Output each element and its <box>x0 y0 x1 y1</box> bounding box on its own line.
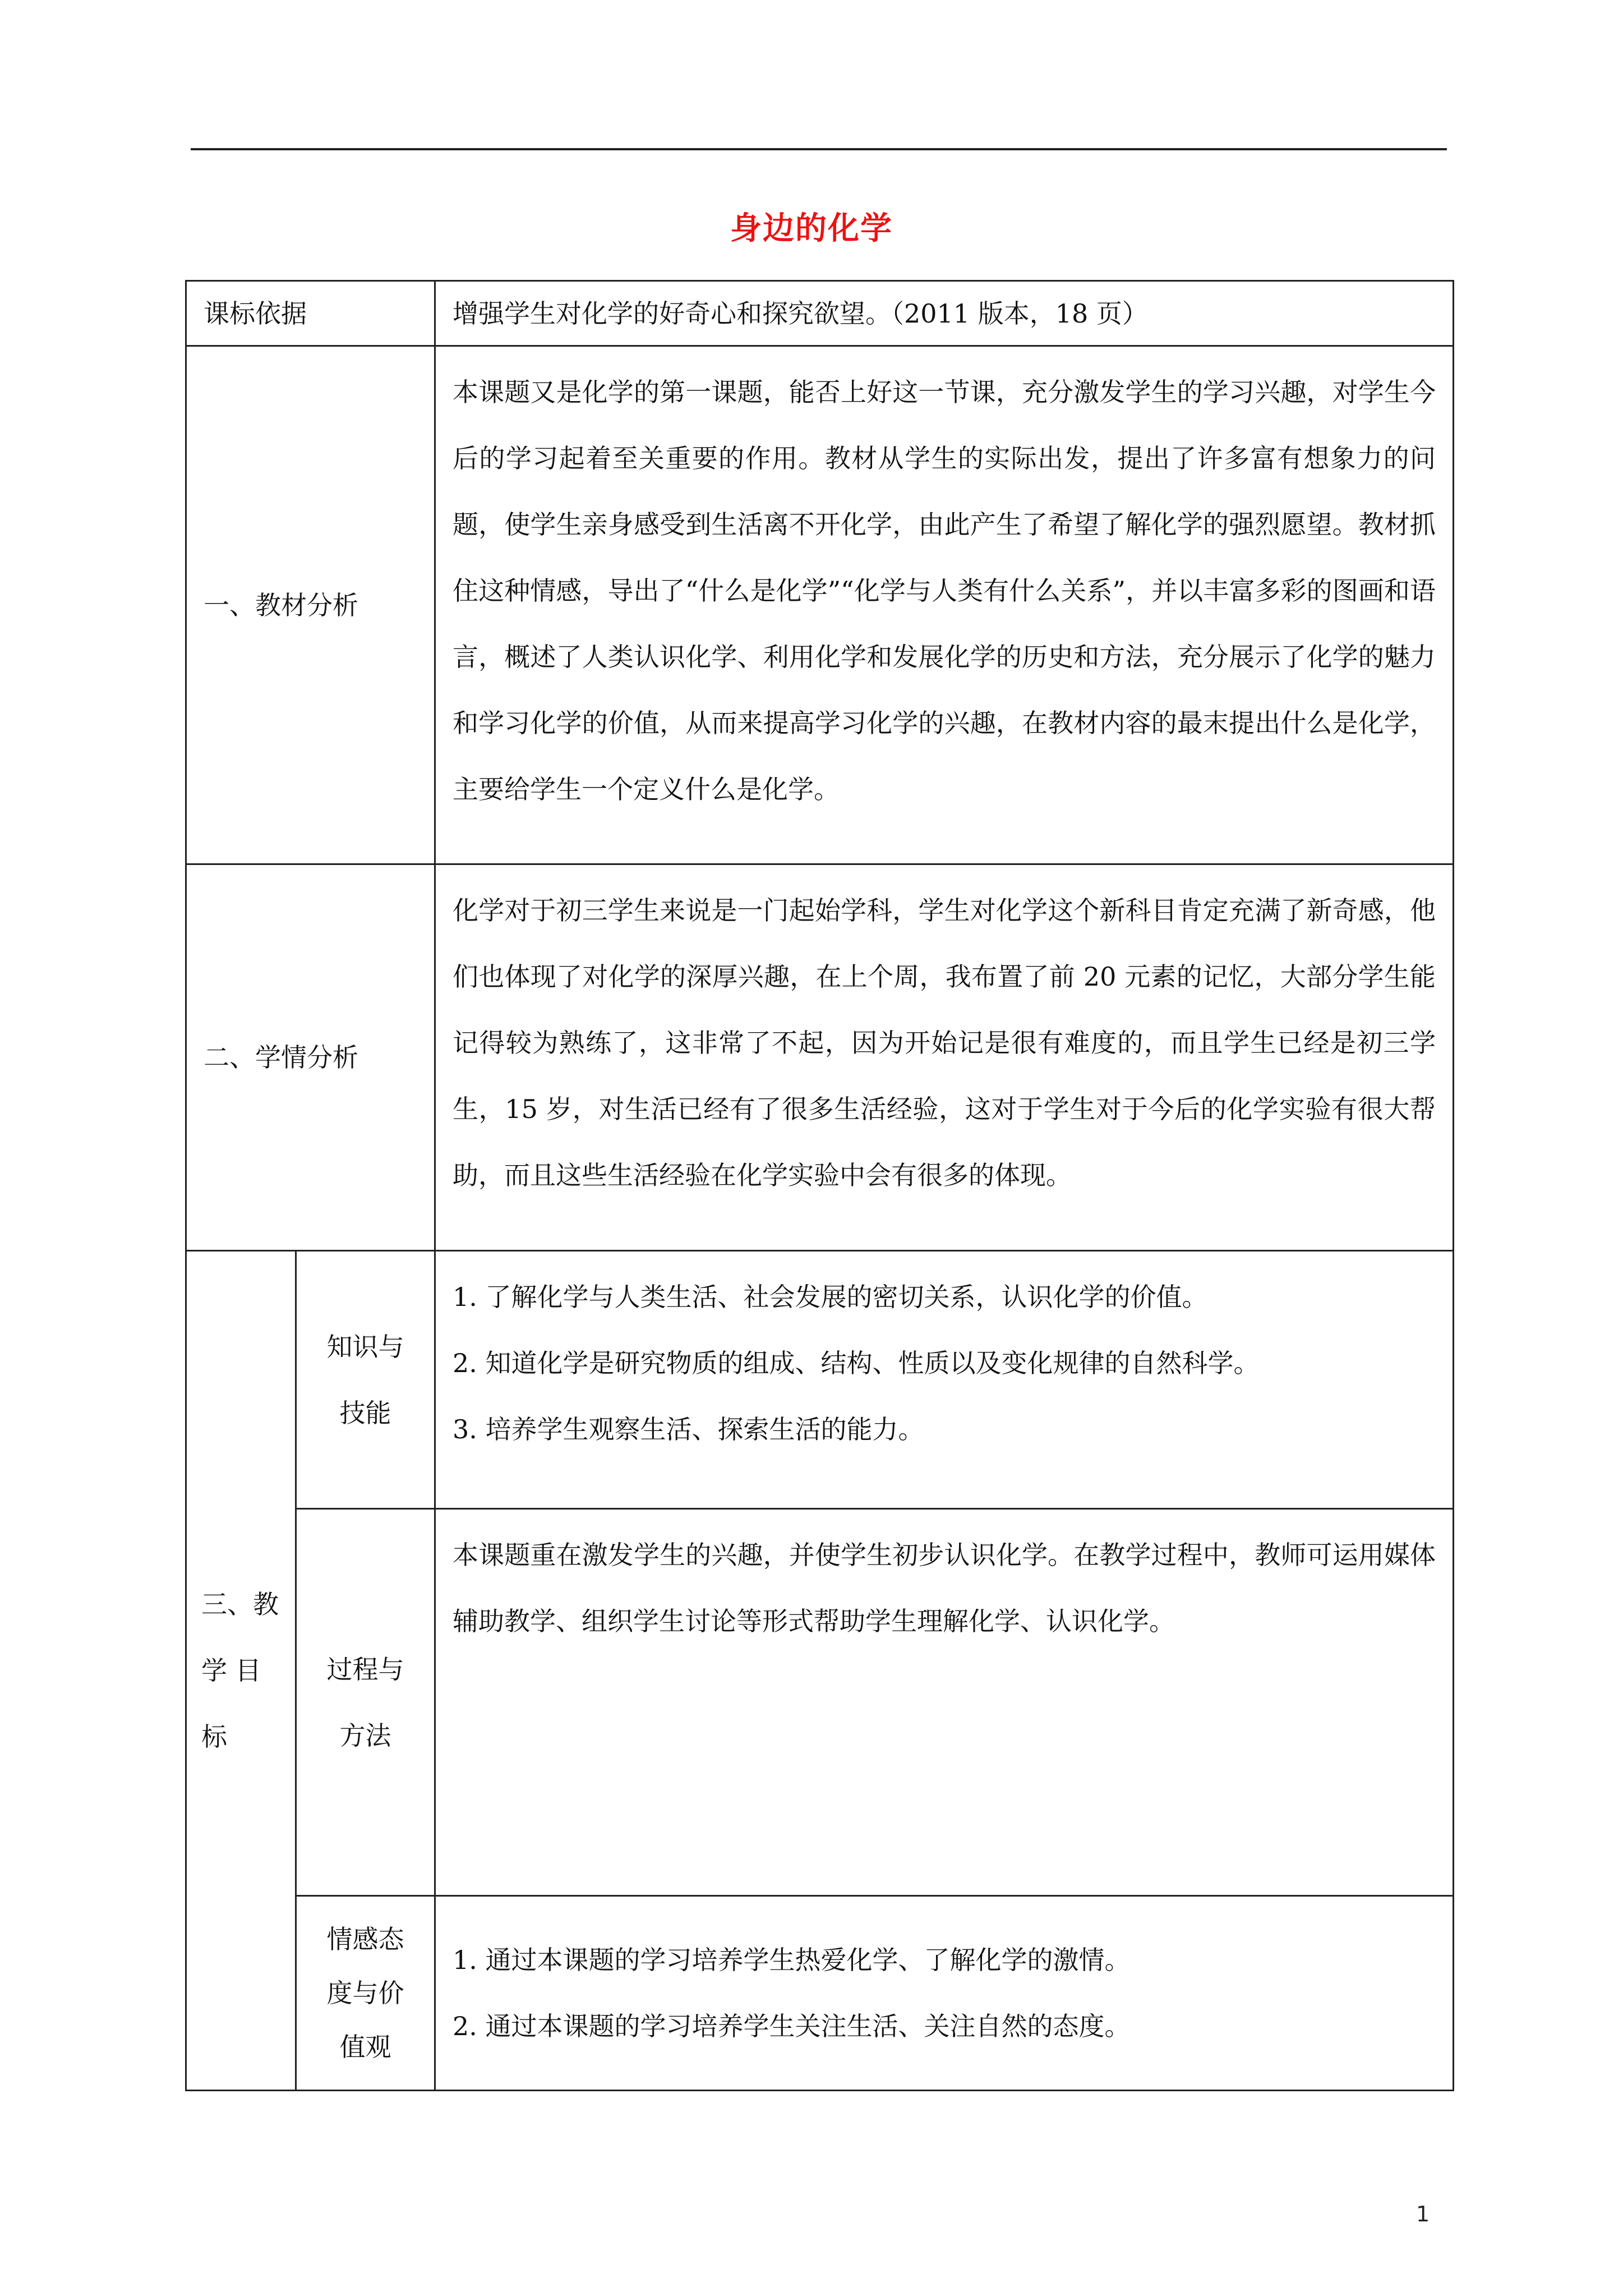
process-label: 过程与方法 <box>326 1654 404 1751</box>
knowledge-item: 2. 知道化学是研究物质的组成、结构、性质以及变化规律的自然科学。 <box>453 1348 1260 1378</box>
process-text: 本课题重在激发学生的兴趣，并使学生初步认识化学。在教学过程中，教师可运用媒体辅助教学、组织学生讨论等形式帮助学生理解化学、认识化学。 <box>435 1509 1454 1896</box>
material-text: 本课题又是化学的第一课题，能否上好这一节课，充分激发学生的学习兴趣，对学生今后的学习起着至关重要的作用。教材从学生的实际出发，提出了许多富有想象力的问题，使学生亲身感受到生活离不开化学，由此产生了希望了解化学的强烈愿望。教材抓住这种情感，导出了“什么是化学”“化学与人类有什么关系”，并以丰富多彩的图画和语言，概述了人类认识化学、利用化学和发展化学的历史和方法，充分展示了化学的魅力和学习化学的价值，从而来提高学习化学的兴趣，在教材内容的最末提出什么是化学，主要给学生一个定义什么是化学。 <box>435 346 1454 864</box>
process-label-cell <box>296 1509 435 1896</box>
emotion-item: 1. 通过本课题的学习培养学生热爱化学、了解化学的激情。 <box>453 1945 1131 1975</box>
standard-label: 课标依据 <box>186 281 435 346</box>
knowledge-label: 知识与技能 <box>326 1331 404 1428</box>
standard-row <box>186 281 1454 346</box>
student-text: 化学对于初三学生来说是一门起始学科，学生对化学这个新科目肯定充满了新奇感，他们也体现了对化学的深厚兴趣，在上个周，我布置了前 20 元素的记忆，大部分学生能记得较为熟练了，这非常了不起，因为开始记是很有难度的，而且学生已经是初三学生，15 岁，对生活已经有了很多生活经验，这对于学生对于今后的化学实验有很大帮助，而且这些生活经验在化学实验中会有很多的体现。 <box>435 864 1454 1251</box>
emotion-item: 2. 通过本课题的学习培养学生关注生活、关注自然的态度。 <box>453 2011 1131 2041</box>
knowledge-item: 3. 培养学生观察生活、探索生活的能力。 <box>453 1414 924 1444</box>
goals-label-text: 三、教 学 目 标 <box>201 1589 279 1752</box>
emotion-list <box>435 1896 1454 2091</box>
emotion-label-cell <box>296 1896 435 2091</box>
knowledge-row <box>186 1251 1454 1509</box>
document-title: 身边的化学 <box>730 210 893 247</box>
student-row <box>186 864 1454 1251</box>
material-row <box>186 346 1454 864</box>
goals-label <box>186 1251 296 2091</box>
student-label: 二、学情分析 <box>186 864 435 1251</box>
header-rule <box>191 148 1447 150</box>
process-row <box>186 1509 1454 1896</box>
knowledge-label-cell <box>296 1251 435 1509</box>
page-number: 1 <box>1416 2202 1430 2226</box>
lesson-plan-table <box>185 280 1454 2091</box>
emotion-row <box>186 1896 1454 2091</box>
emotion-label: 情感态度与价值观 <box>326 1924 404 2062</box>
material-label: 一、教材分析 <box>186 346 435 864</box>
knowledge-item: 1. 了解化学与人类生活、社会发展的密切关系，认识化学的价值。 <box>453 1282 1208 1312</box>
knowledge-list <box>435 1251 1454 1509</box>
standard-text: 增强学生对化学的好奇心和探究欲望。（2011 版本，18 页） <box>435 281 1454 346</box>
